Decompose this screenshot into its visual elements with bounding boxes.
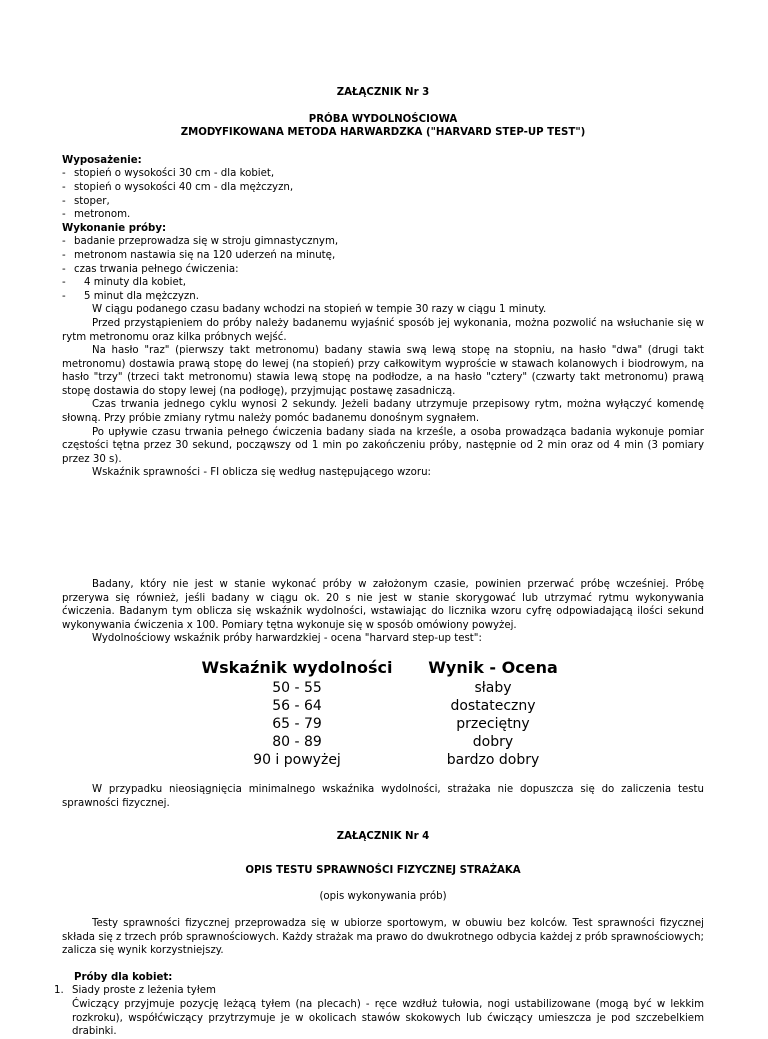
annex4-title: ZAŁĄCZNIK Nr 4 bbox=[336, 831, 430, 843]
table-row bbox=[201, 715, 565, 733]
equipment-item: - stopień o wysokości 30 cm - dla kobiet, bbox=[62, 167, 704, 181]
score-range: 50 - 55 bbox=[272, 680, 322, 696]
score-table-header-grade: Wynik - Ocena bbox=[428, 658, 558, 677]
duration-item: - 5 minut dla mężczyzn. bbox=[62, 290, 704, 304]
annex4-intro: Testy sprawności fizycznej przeprowadza się w ubiorze sportowym, w obuwiu bez kolców. Test sprawności fizycznej składa się z trzech prób sprawnościowych. Każdy strażak ma prawo do dwukrotnego odbycia każdej z prób sprawnościowych; zalicza się wynik korzystniejszy. bbox=[62, 917, 704, 957]
trial-number: 1. bbox=[54, 985, 64, 997]
formula-area bbox=[62, 480, 704, 578]
annex4-subtitle: OPIS TESTU SPRAWNOŚCI FIZYCZNEJ STRAŻAKA bbox=[245, 864, 521, 876]
score-grade: dostateczny bbox=[450, 698, 536, 714]
procedure-item: - badanie przeprowadza się w stroju gimnastycznym, bbox=[62, 235, 704, 249]
equipment-item: - stoper, bbox=[62, 195, 704, 209]
procedure-item: - czas trwania pełnego ćwiczenia: bbox=[62, 263, 704, 277]
annex3-title: ZAŁĄCZNIK Nr 3 bbox=[336, 87, 430, 98]
paragraph: Po upływie czasu trwania pełnego ćwiczenia badany siada na krześle, a osoba prowadząca badania wykonuje pomiar częstości tętna przez 30 sekund, począwszy od 1 min po zakończeniu próby, następnie od 2 min oraz od 4 min (3 pomiary przez 30 s). bbox=[62, 426, 704, 465]
equipment-list bbox=[62, 167, 704, 221]
paragraph: Badany, który nie jest w stanie wykonać próby w założonym czasie, powinien przerwać próbę wcześniej. Próbę przerywa się również, jeśli badany w ciągu ok. 20 s nie jest w stanie skorygować lub utrzymać rytmu wykonywania ćwiczenia. Badanym tym oblicza się wskaźnik wydolności, wstawiając do licznika wzoru cyfrę odpowiadającą ilości sekund wykonywania ćwiczenia x 100. Pomiary tętna wykonuje się w sposób omówiony powyżej. bbox=[62, 579, 704, 631]
closing-paragraph: W przypadku nieosiągnięcia minimalnego wskaźnika wydolności, strażaka nie dopuszcza się do zaliczenia testu sprawności fizycznej. bbox=[62, 784, 704, 809]
score-grade: przeciętny bbox=[456, 716, 530, 732]
women-trials-heading: Próby dla kobiet: bbox=[74, 971, 173, 983]
table-row bbox=[201, 697, 565, 715]
trial-item-1 bbox=[54, 984, 704, 1038]
table-row bbox=[201, 679, 565, 697]
annex3-subtitle-2: ZMODYFIKOWANA METODA HARWARDZKA ("HARVARD STEP-UP TEST") bbox=[180, 127, 586, 139]
paragraph: W ciągu podanego czasu badany wchodzi na stopień w tempie 30 razy w ciągu 1 minuty. bbox=[92, 304, 547, 316]
paragraph: Wydolnościowy wskaźnik próby harwardzkiej - ocena "harvard step-up test": bbox=[92, 633, 482, 645]
duration-item: - 4 minuty dla kobiet, bbox=[62, 276, 704, 290]
paragraph: Wskaźnik sprawności - FI oblicza się według następującego wzoru: bbox=[92, 467, 431, 479]
equipment-heading: Wyposażenie: bbox=[62, 154, 142, 166]
procedure-item: - metronom nastawia się na 120 uderzeń na minutę, bbox=[62, 249, 704, 263]
paragraph: Czas trwania jednego cyklu wynosi 2 sekundy. Jeżeli badany utrzymuje przepisowy rytm, można wyłączyć komendę słowną. Przy próbie zmiany rytmu należy pomóc badanemu donośnym sygnałem. bbox=[62, 399, 704, 425]
paragraph: Na hasło "raz" (pierwszy takt metronomu) badany stawia swą lewą stopę na stopniu, na hasło "dwa" (drugi takt metronomu) dostawia prawą stopę do lewej (na stopień) przy całkowitym wyproście w stawach kolanowych i biodrowym, na hasło "trzy" (trzeci takt metronomu) stawia lewą stopę na podłodze, a na hasło "cztery" (czwarty takt metronomu) prawą stopę dostawia do stopy lewej (na podłogę), przyjmując postawę zasadniczą. bbox=[62, 345, 704, 397]
score-table-header-index: Wskaźnik wydolności bbox=[201, 658, 393, 677]
score-grade: dobry bbox=[472, 734, 514, 750]
annex3-subtitle-1: PRÓBA WYDOLNOŚCIOWA bbox=[308, 113, 458, 125]
annex4-note: (opis wykonywania prób) bbox=[319, 891, 447, 903]
score-range: 65 - 79 bbox=[272, 716, 322, 732]
score-range: 80 - 89 bbox=[272, 734, 322, 750]
procedure-list bbox=[62, 235, 704, 303]
equipment-item: - metronom. bbox=[62, 208, 704, 222]
table-row bbox=[201, 733, 565, 751]
score-range: 56 - 64 bbox=[272, 698, 322, 714]
score-table bbox=[201, 659, 565, 769]
trial-description: Ćwiczący przyjmuje pozycję leżącą tyłem (na plecach) - ręce wzdłuż tułowia, nogi ustabilizowane (mogą być w lekkim rozkroku), współćwiczący przytrzymuje je w okolicach stawów skokowych lub ćwiczący umieszcza je pod szczebelkiem drabinki. bbox=[72, 998, 704, 1038]
score-range: 90 i powyżej bbox=[253, 752, 341, 768]
paragraph: Przed przystąpieniem do próby należy badanemu wyjaśnić sposób jej wykonania, można pozwolić na wsłuchanie się w rytm metronomu oraz kilka próbnych wejść. bbox=[62, 317, 704, 343]
equipment-item: - stopień o wysokości 40 cm - dla mężczyzn, bbox=[62, 181, 704, 195]
procedure-heading: Wykonanie próby: bbox=[62, 222, 167, 234]
score-grade: bardzo dobry bbox=[446, 752, 540, 768]
trial-title: Siady proste z leżenia tyłem bbox=[72, 985, 216, 997]
document-page bbox=[54, 86, 704, 1039]
table-row bbox=[201, 751, 565, 769]
score-grade: słaby bbox=[474, 680, 512, 696]
